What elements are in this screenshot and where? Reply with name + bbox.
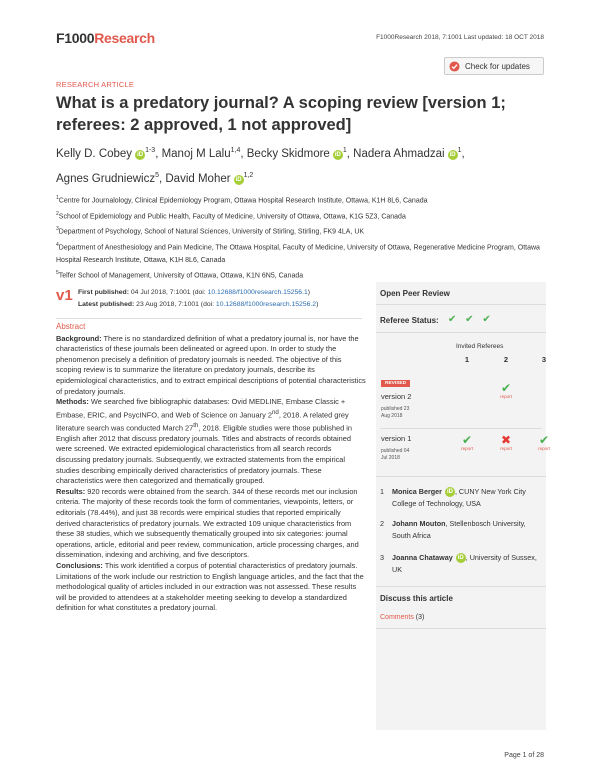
article-type: RESEARCH ARTICLE — [56, 80, 135, 89]
author-name[interactable]: Nadera Ahmadzai — [353, 147, 445, 160]
referee-column-2: 2 — [503, 355, 509, 364]
page-number: Page 1 of 28 — [504, 752, 544, 759]
version-1-referee-2-report[interactable]: ✖ report — [494, 434, 518, 451]
abstract-conclusions: Conclusions: This work identified a corpus of potential characteristics of predatory journals. Limitations of the work include our restriction to English language articles, and the fact that the methodological quality of articles included in our extraction was not assessed. These results will be provided to attendees at a stakeholder meeting seeking to develop a standardized definition for what constitutes a predatory journal. — [56, 561, 364, 613]
divider — [376, 586, 546, 587]
abstract-results: Results: 920 records were obtained from the search. 344 of these records met our inclusion criteria. The majority of these records took the form of commentaries, viewpoints, letters, or editorials (78.44%), and just 38 records were empirical studies that reported empirically derived characteristics of predatory journals. We extracted 109 unique characteristics from these 38 studies, which we subsequently thematically grouped into six categories: journal operations, article, editorial and peer review, communication, article processing charges, and dissemination, indexing and archiving, and five descriptors. — [56, 486, 359, 560]
referee-name[interactable]: Joanna Chataway — [392, 553, 453, 562]
divider — [376, 304, 546, 305]
author-affiliation-ref: 1 — [342, 147, 347, 154]
version-1-referee-1-report[interactable]: ✔ report — [455, 434, 479, 451]
orcid-icon[interactable]: iD — [137, 151, 144, 158]
abstract — [56, 322, 366, 614]
author-name[interactable]: Kelly D. Cobey — [56, 147, 133, 160]
page-title: What is a predatory journal? A scoping review [version 1; referees: 2 approved, 1 not approved] — [56, 94, 506, 134]
author-affiliation-ref: 1-3 — [145, 147, 156, 154]
not-approved-icon: ✖ — [500, 433, 512, 447]
author-affiliation-ref: 5 — [155, 171, 159, 179]
latest-doi-link[interactable]: 10.12688/f1000research.15256.2 — [215, 301, 317, 308]
open-peer-review-title: Open Peer Review — [380, 289, 450, 298]
version-2-referee-2-report[interactable]: ✔ report — [494, 382, 518, 399]
author-affiliation-ref: 1 — [457, 147, 462, 154]
approved-icon: ✔ — [461, 433, 473, 447]
revised-badge: REVISED — [381, 380, 410, 387]
publication-info — [78, 287, 318, 311]
abstract-heading: Abstract — [56, 322, 86, 331]
abstract-background: Background: There is no standardized definition of what a predatory journal is, nor have the characteristics of these journals been delineated or agreed upon. In order to study the phenomenon precisely a definition of predatory journals is needed. The objective of this scoping review is to summarize the literature on predatory journals, describe its epidemiological characteristics, and to extract empirical descriptions of potential characteristics of predatory journals. — [56, 333, 366, 396]
referee-item: 3 Joanna Chataway iD , University of Sussex, UK — [380, 553, 537, 574]
referee-status-label: Referee Status: — [380, 316, 439, 325]
referee-column-3: 3 — [541, 355, 547, 364]
author-name[interactable]: Agnes Grudniewicz — [56, 172, 156, 185]
divider — [376, 476, 546, 477]
orcid-icon[interactable]: iD — [235, 176, 242, 183]
divider — [380, 428, 542, 429]
affiliation-item: $^5$Telfer School of Management, University of Ottawa, Ottawa, K1N 6N5, Canada — [56, 269, 304, 280]
referee-name[interactable]: Johann Mouton — [392, 519, 446, 528]
author-list: Kelly D. Cobey $iD^{1-3}$, Manoj M Lalu$^{1,4}$, Becky Skidmore $iD^1$, Nadera Ahmadzai $iD^1$, Agnes Grudniewicz$^5$, David Moher iD$^{1,2}$ — [56, 147, 465, 185]
logo-main: F1000 — [56, 30, 95, 46]
author-affiliation-ref: 1,4 — [230, 147, 241, 154]
invited-referees-label: Invited Referees — [456, 343, 504, 350]
divider — [56, 318, 362, 319]
referee-item: 1 Monica Berger iD , CUNY New York City College of Technology, USA — [380, 487, 526, 508]
latest-published-line: Latest published: 23 Aug 2018, 7:1001 (doi: 10.12688/f1000research.15256.2) — [78, 301, 319, 308]
orcid-icon[interactable]: iD — [457, 555, 464, 561]
author-affiliation-ref: 1,2 — [243, 171, 254, 179]
affiliation-item: $^2$School of Epidemiology and Public Health, Faculty of Medicine, University of Ottawa, Ottawa, K1G 5Z3, Canada — [56, 210, 406, 220]
divider — [376, 628, 546, 629]
affiliation-list — [56, 192, 556, 282]
version-1-referee-3-report[interactable]: ✔ report — [532, 434, 556, 451]
discuss-heading: Discuss this article — [380, 594, 453, 603]
version-1-link[interactable]: version 1 — [381, 434, 412, 443]
logo-accent: Research — [94, 30, 155, 46]
orcid-icon[interactable]: iD — [449, 151, 456, 158]
crossmark-icon — [449, 61, 460, 72]
affiliation-item: $^1$Centre for Journalology, Clinical Epidemiology Program, Ottawa Hospital Research Institute, Ottawa, K1H 8L6, Canada — [56, 195, 428, 205]
referee-item: 2 Johann Mouton, Stellenbosch University, South Africa — [380, 519, 526, 540]
referee-status-ticks: ✔ ✔ ✔ — [448, 314, 494, 325]
approved-icon: ✔ — [538, 433, 550, 447]
version-1-date: published 04 Jul 2018 — [381, 448, 410, 461]
author-name[interactable]: Manoj M Lalu — [161, 147, 231, 160]
f1000research-logo[interactable] — [56, 30, 155, 46]
approved-icon: ✔ — [500, 381, 512, 395]
referee-name[interactable]: Monica Berger — [392, 487, 442, 496]
version-2-date: published 23 Aug 2018 — [381, 406, 410, 419]
open-peer-review-panel — [376, 282, 550, 730]
affiliation-item: $^3$Department of Psychology, School of Natural Sciences, University of Stirling, Stirling, FK9 4LA, UK — [56, 226, 365, 236]
header-meta: F1000Research 2018, 7:1001 Last updated: 18 OCT 2018 — [376, 34, 544, 41]
orcid-icon[interactable]: iD — [446, 489, 453, 495]
divider — [376, 332, 546, 333]
author-name[interactable]: Becky Skidmore — [246, 147, 330, 160]
version-2-link[interactable]: version 2 — [381, 392, 412, 401]
version-badge: v1 — [56, 287, 73, 304]
affiliation-item: $^4$Department of Anesthesiology and Pain Medicine, The Ottawa Hospital, Faculty of Medicine, University of Ottawa, Regenerative Medicine Program, Ottawa Hospital Research Institute, Ottawa, K1H 8L6, Canada — [56, 241, 540, 264]
comments-link[interactable]: Comments (3) — [380, 614, 425, 621]
orcid-icon[interactable]: iD — [334, 151, 341, 158]
referee-column-1: 1 — [464, 355, 470, 364]
author-name[interactable]: David Moher — [165, 172, 231, 185]
check-for-updates-button[interactable] — [444, 57, 544, 75]
first-doi-link[interactable]: 10.12688/f1000research.15256.1 — [207, 289, 308, 296]
first-published-line: First published: 04 Jul 2018, 7:1001 (doi: 10.12688/f1000research.15256.1) — [78, 289, 311, 296]
check-updates-label: Check for updates — [465, 61, 530, 71]
abstract-methods: Methods: We searched five bibliographic databases: Ovid MEDLINE, Embase Classic + Embase, ERIC, and PsycINFO, and Web of Science on January 2nd, 2018. A related grey literature search was conducted March 27th, 2018. Eligible studies were those published in English after 2012 that discuss predatory journals. Titles and abstracts of records obtained were screened. We extracted epidemiological characteristics from all search records discussing predatory journals. Subsequently, we extracted statements from the empirical studies describing empirically derived characteristics of predatory journals. These characteristics were then categorized and thematically grouped. — [56, 397, 353, 486]
